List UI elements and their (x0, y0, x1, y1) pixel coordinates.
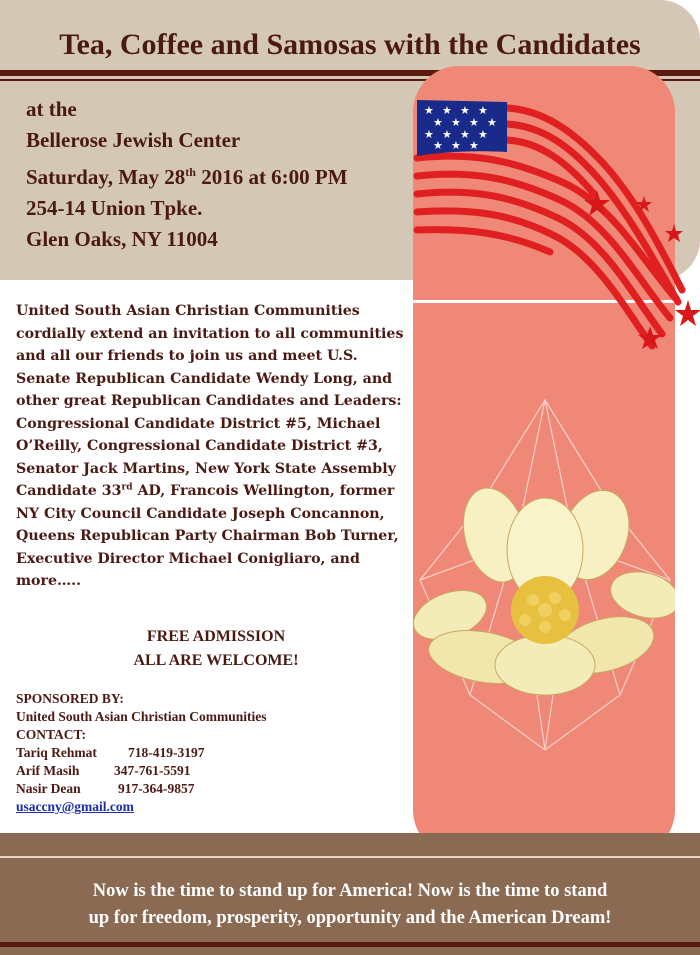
svg-text:★: ★ (460, 104, 470, 117)
footer-line-1: Now is the time to stand up for America! Now is the time to stand (92, 881, 608, 901)
event-details (26, 94, 426, 255)
event-address-line2: Glen Oaks, NY 11004 (26, 227, 218, 251)
event-venue: Bellerose Jewish Center (26, 128, 241, 152)
star-icon (665, 224, 683, 242)
contact-label: CONTACT: (16, 727, 86, 742)
email-link[interactable]: usaccny@gmail.com (16, 799, 134, 814)
admission-info (16, 625, 416, 673)
svg-text:★: ★ (433, 139, 443, 152)
event-address-line1: 254-14 Union Tpke. (26, 196, 203, 220)
svg-text:★: ★ (487, 116, 497, 129)
svg-text:★: ★ (451, 116, 461, 129)
invitation-text: United South Asian Christian Communities cordially extend an invitation to all communities and all our friends to join us and meet U.S. Senate Republican Candidate Wendy Long, and other great Republican Candidates and Leaders: Congressional Candidate District #5, Michael O’Reilly, Congressional Candidate District #3, Senator Jack Martins, New York State Assembly Candidate 33rd AD, Francois Wellington, former NY City Council Candidate Joseph Concannon, Queens Republican Party Chairman Bob Turner, Executive Director Michael Conigliaro, and more….. (16, 303, 404, 589)
svg-text:★: ★ (451, 139, 461, 152)
event-date: Saturday, May 28th 2016 at 6:00 PM (26, 165, 348, 189)
svg-text:★: ★ (424, 104, 434, 117)
sponsor-block (16, 690, 416, 816)
footer-line-2: up for freedom, prosperity, opportunity and the American Dream! (88, 908, 612, 928)
svg-text:★: ★ (460, 128, 470, 141)
svg-text:★: ★ (478, 128, 488, 141)
page-title: Tea, Coffee and Samosas with the Candidates (59, 28, 641, 61)
svg-text:★: ★ (442, 128, 452, 141)
svg-text:★: ★ (433, 116, 443, 129)
footer-slogan (0, 878, 700, 932)
svg-text:★: ★ (478, 104, 488, 117)
footer-divider (0, 856, 700, 858)
welcome-label: ALL ARE WELCOME! (133, 652, 299, 669)
sponsor-name: United South Asian Christian Communities (16, 709, 267, 724)
svg-text:★: ★ (424, 128, 434, 141)
sponsored-by-label: SPONSORED BY: (16, 691, 124, 706)
svg-text:★: ★ (469, 116, 479, 129)
american-flag-icon (412, 90, 700, 350)
footer-rule (0, 942, 700, 947)
svg-text:★: ★ (442, 104, 452, 117)
contact-row: Nasir Dean 917-364-9857 (16, 781, 195, 796)
event-intro: at the (26, 97, 77, 121)
svg-text:★: ★ (469, 139, 479, 152)
lotus-flower-icon (405, 395, 675, 755)
contact-row: Arif Masih 347-761-5591 (16, 763, 191, 778)
contact-row: Tariq Rehmat 718-419-3197 (16, 745, 205, 760)
free-admission-label: FREE ADMISSION (146, 628, 286, 645)
